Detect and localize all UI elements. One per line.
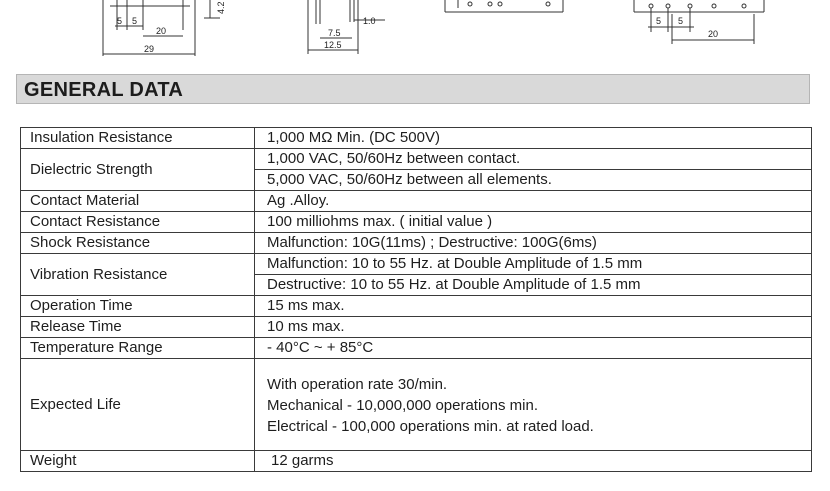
spec-label: Expected Life <box>21 359 255 451</box>
dim-label: 7.5 <box>328 28 341 38</box>
dim-label: 5 <box>117 16 123 26</box>
table-row <box>21 128 812 149</box>
spec-label: Vibration Resistance <box>21 254 255 296</box>
table-row <box>21 149 812 170</box>
dimension-drawings <box>0 0 830 62</box>
dim-label: 20 <box>156 26 167 36</box>
spec-value-line: Electrical - 100,000 operations min. at rated load. <box>267 418 594 435</box>
dimension-drawings-svg <box>0 0 830 62</box>
spec-value: Destructive: 10 to 55 Hz. at Double Amplitude of 1.5 mm <box>255 275 812 296</box>
section-header <box>16 74 810 104</box>
spec-value: Malfunction: 10 to 55 Hz. at Double Amplitude of 1.5 mm <box>255 254 812 275</box>
spec-label: Contact Resistance <box>21 212 255 233</box>
section-title: GENERAL DATA <box>24 79 184 101</box>
spec-value: 100 milliohms max. ( initial value ) <box>255 212 812 233</box>
table-row <box>21 254 812 275</box>
expected-life-lines <box>267 372 811 437</box>
dim-label: 5 <box>656 16 662 26</box>
table-row <box>21 338 812 359</box>
drawing-4 <box>634 0 764 44</box>
spec-value: Malfunction: 10G(11ms) ; Destructive: 100G(6ms) <box>255 233 812 254</box>
spec-value: 10 ms max. <box>255 317 812 338</box>
spec-label: Operation Time <box>21 296 255 317</box>
spec-value: 12 garms <box>255 451 812 472</box>
spec-label: Temperature Range <box>21 338 255 359</box>
spec-value-line: Mechanical - 10,000,000 operations min. <box>267 397 538 414</box>
spec-label: Insulation Resistance <box>21 128 255 149</box>
drawing-3 <box>445 0 563 12</box>
dim-label: 12.5 <box>324 40 342 50</box>
spec-value-line: With operation rate 30/min. <box>267 376 448 393</box>
table-row <box>21 233 812 254</box>
spec-label: Shock Resistance <box>21 233 255 254</box>
table-row <box>21 296 812 317</box>
spec-label: Contact Material <box>21 191 255 212</box>
spec-label: Weight <box>21 451 255 472</box>
drawing-2 <box>308 0 385 54</box>
table-row <box>21 317 812 338</box>
dim-label: 20 <box>708 29 719 39</box>
spec-label: Dielectric Strength <box>21 149 255 191</box>
table-row <box>21 451 812 472</box>
spec-label: Release Time <box>21 317 255 338</box>
dim-label: 4.2 <box>216 1 226 14</box>
spec-value: 5,000 VAC, 50/60Hz between all elements. <box>255 170 812 191</box>
spec-value: 1,000 VAC, 50/60Hz between contact. <box>255 149 812 170</box>
spec-value: - 40°C ~ + 85°C <box>255 338 812 359</box>
spec-value-multiline <box>255 359 812 451</box>
table-row <box>21 191 812 212</box>
dim-label: 5 <box>132 16 138 26</box>
table-row <box>21 359 812 451</box>
spec-value: 15 ms max. <box>255 296 812 317</box>
dim-label: 5 <box>678 16 684 26</box>
dim-label: 29 <box>144 44 155 54</box>
dim-label: 1.0 <box>363 16 376 26</box>
spec-value: Ag .Alloy. <box>255 191 812 212</box>
spec-value: 1,000 MΩ Min. (DC 500V) <box>255 128 812 149</box>
table-row <box>21 212 812 233</box>
general-data-table <box>20 127 812 472</box>
